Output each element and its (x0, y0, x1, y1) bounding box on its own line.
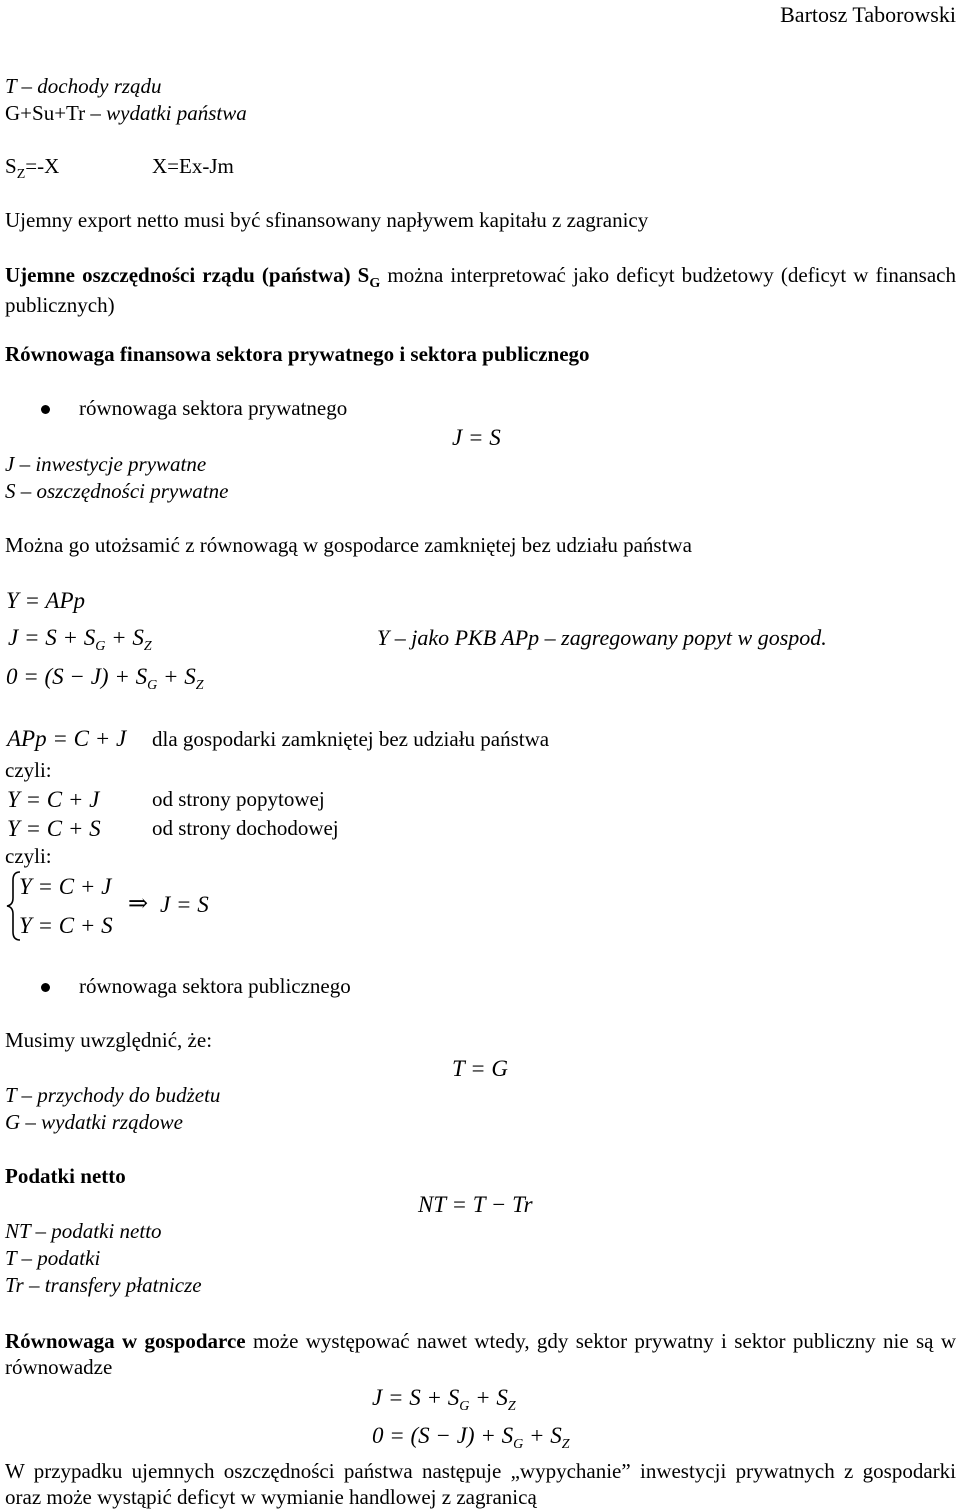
para-economy: Równowaga w gospodarce może występować nawet wtedy, gdy sektor prywatny i sektor publiczny nie są w równowadze (5, 1329, 956, 1379)
def-g-wydatki (5, 103, 247, 124)
para-export: Ujemny export netto musi być sfinansowany napływem kapitału z zagranicy (5, 208, 649, 232)
sys-result: J = S (160, 892, 209, 917)
eq-app-cj: APp = C + J (7, 726, 127, 751)
eq-y-app: Y = APp (6, 588, 85, 613)
def-g-suffix: – wydatki państwa (85, 101, 247, 125)
bullet-public: równowaga sektora publicznego (79, 974, 351, 998)
eq3-j-sum: $J = S + S_G + S_Z$ (372, 1385, 516, 1414)
def-s: S – oszczędności prywatne (5, 479, 229, 503)
bullet-dot (41, 405, 50, 414)
eq-zero-balance: $0 = (S - J) + S_G + S_Z$ (6, 664, 204, 693)
eq-app-note: dla gospodarki zamkniętej bez udziału państwa (152, 727, 550, 751)
eq-j-sum: $J = S + S_G + S_Z$ (8, 625, 152, 654)
def-nt: NT – podatki netto (5, 1219, 162, 1243)
eq-t-equals-g: T = G (452, 1056, 509, 1081)
eq-note-pkb: Y – jako PKB APp – zagregowany popyt w gospod. (377, 625, 827, 650)
bullet-dot (41, 983, 50, 992)
para-final: W przypadku ujemnych oszczędności państwa następuje „wypychanie” inwestycji prywatnych z gospodarki oraz może wystąpić deficyt w wymianie handlowej z zagranicą (5, 1459, 956, 1509)
eq-y-cj-note: od strony popytowej (152, 787, 325, 811)
def-tr: Tr – transfery płatnicze (5, 1273, 202, 1297)
eq-x: X=Ex-Jm (152, 154, 234, 178)
eq-sz: $S_Z=-X$ (5, 154, 60, 182)
heading-net-tax: Podatki netto (5, 1164, 126, 1188)
para-closed-economy: Można go utożsamić z równowagą w gospodarce zamkniętej bez udziału państwa (5, 533, 692, 557)
header-author: Bartosz Taborowski (780, 2, 956, 27)
def-t-dochody: T – dochody rządu (5, 74, 162, 98)
eq3-zero-balance: $0 = (S - J) + S_G + S_Z$ (372, 1423, 570, 1452)
bullet-private: równowaga sektora prywatnego (79, 396, 348, 420)
def-g-wydatki-rzadowe: G – wydatki rządowe (5, 1110, 183, 1134)
czyli-1: czyli: (5, 758, 52, 782)
sys-y-cj: Y = C + J (19, 874, 112, 899)
eq-j-equals-s: J = S (452, 425, 501, 450)
eq-y-cj: Y = C + J (7, 787, 100, 812)
def-t-podatki: T – podatki (5, 1246, 101, 1270)
eq-nt: NT = T − Tr (418, 1192, 533, 1217)
heading-equilibrium: Równowaga finansowa sektora prywatnego i sektora publicznego (5, 342, 590, 366)
para-musimy: Musimy uwzględnić, że: (5, 1028, 213, 1052)
para-savings: Ujemne oszczędności rządu (państwa) $S_G$ można interpretować jako deficyt budżetowy (deficyt w finansach publicznych) (5, 263, 956, 317)
def-j: J – inwestycje prywatne (5, 452, 207, 476)
eq-y-cs-note: od strony dochodowej (152, 816, 339, 840)
eq-y-cs: Y = C + S (7, 816, 101, 841)
def-g-prefix: G+Su+Tr (5, 101, 86, 125)
def-t-przychody: T – przychody do budżetu (5, 1083, 221, 1107)
czyli-2: czyli: (5, 844, 52, 868)
sys-y-cs: Y = C + S (19, 913, 113, 938)
implies-icon: ⇒ (128, 891, 149, 917)
